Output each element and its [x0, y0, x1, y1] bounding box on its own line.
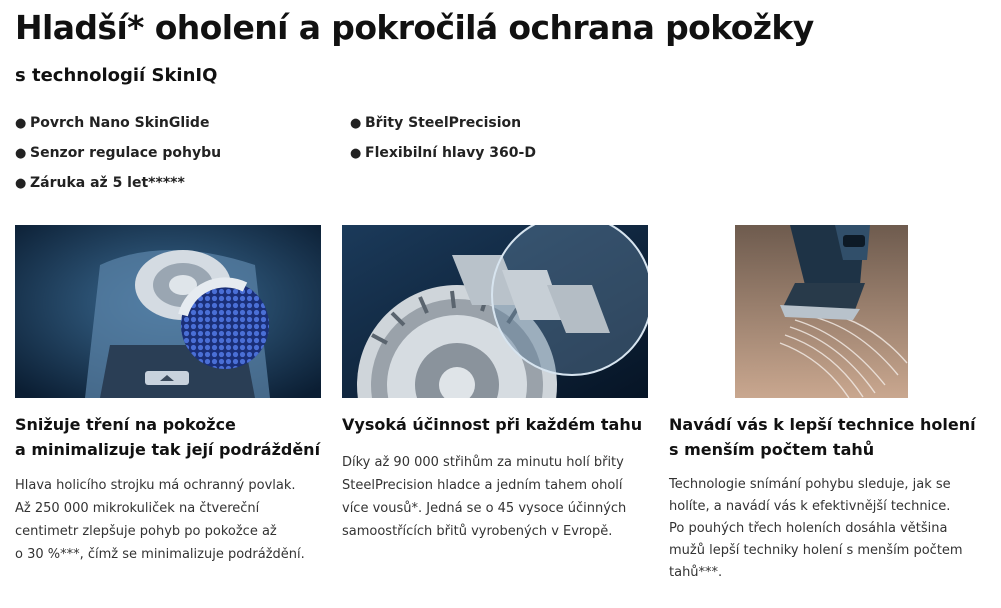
column-text-line: samoostřících břitů vyrobených v Evropě.: [342, 524, 613, 539]
feature-column-skinglide: [15, 412, 320, 566]
column-text-line: mužů lepší techniky holení s menším počtem: [669, 543, 963, 558]
bullet-icon: ●: [15, 116, 27, 131]
feature-label: Břity SteelPrecision: [365, 115, 522, 131]
bullet-icon: ●: [15, 176, 27, 191]
column-text-line: Technologie snímání pohybu sleduje, jak se: [669, 477, 951, 492]
column-text-line: Po pouhých třech holeních dosáhla většina: [669, 521, 948, 536]
column-text-line: Hlava holicího strojku má ochranný povlak.: [15, 478, 296, 493]
feature-item: [350, 143, 635, 163]
skinglide-image: [15, 225, 321, 398]
column-text: [342, 451, 642, 543]
feature-label: Senzor regulace pohybu: [30, 145, 222, 161]
column-text-line: více vousů*. Jedná se o 45 vysoce účinných: [342, 501, 627, 516]
column-text-line: Až 250 000 mikrokuliček na čtvereční: [15, 501, 260, 516]
steelprecision-image: [342, 225, 648, 398]
column-text-line: centimetr zlepšuje pohyb po pokožce až: [15, 524, 277, 539]
bullet-icon: ●: [15, 146, 27, 161]
column-text: [669, 474, 976, 584]
column-title: [15, 412, 320, 462]
column-text-line: o 30 %***, čímž se minimalizuje podráždění.: [15, 547, 305, 562]
column-text-line: Díky až 90 000 střihům za minutu holí břity: [342, 455, 624, 470]
column-title-line: s menším počtem tahů: [669, 440, 875, 459]
column-title-line: Vysoká účinnost při každém tahu: [342, 415, 643, 434]
feature-label: Povrch Nano SkinGlide: [30, 115, 210, 131]
column-title: [669, 412, 976, 462]
feature-column-motion-sensor: [669, 412, 976, 584]
column-text: [15, 474, 320, 566]
feature-item: [15, 143, 350, 163]
bullet-icon: ●: [350, 146, 362, 161]
page-subtitle: s technologií SkinIQ: [15, 65, 218, 86]
column-text-line: holíte, a navádí vás k efektivnější technice.: [669, 499, 951, 514]
column-title-line: a minimalizuje tak její podráždění: [15, 440, 321, 459]
column-title: [342, 412, 642, 437]
feature-item: [15, 113, 350, 133]
feature-label: Flexibilní hlavy 360-D: [365, 145, 536, 161]
feature-list: [15, 113, 635, 193]
column-title-line: Navádí vás k lepší technice holení: [669, 415, 976, 434]
bullet-icon: ●: [350, 116, 362, 131]
feature-item: [15, 173, 350, 193]
feature-column-steelprecision: [342, 412, 642, 543]
motion-sensor-image: [735, 225, 908, 398]
feature-label: Záruka až 5 let*****: [30, 175, 185, 191]
feature-item: [350, 113, 635, 133]
column-text-line: SteelPrecision hladce a jedním tahem oholí: [342, 478, 623, 493]
page-title: Hladší* oholení a pokročilá ochrana pokožky: [15, 8, 814, 47]
column-text-line: tahů***.: [669, 565, 723, 580]
column-title-line: Snižuje tření na pokožce: [15, 415, 236, 434]
